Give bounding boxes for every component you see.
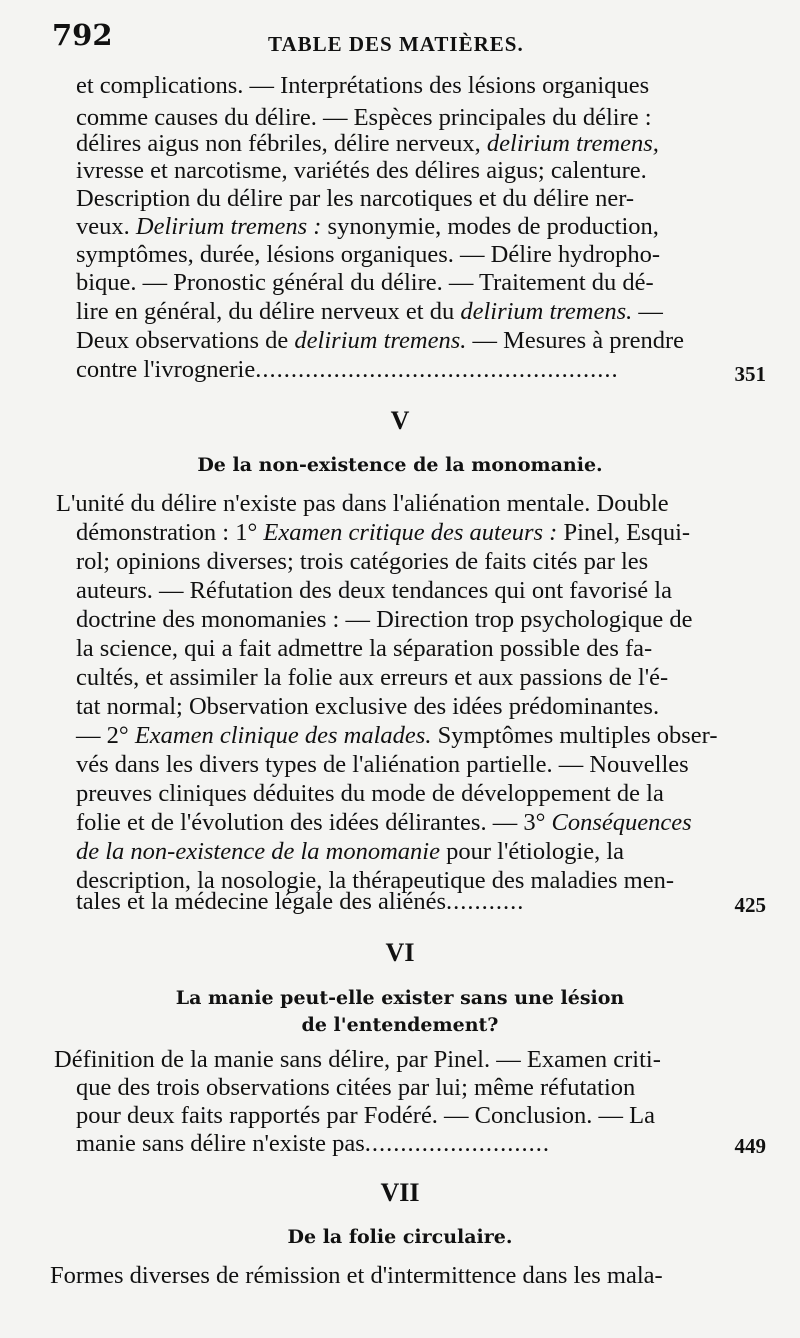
text-segment: folie et de l'évolution des idées délirantes. — 3°: [76, 809, 552, 836]
entry-text: tales et la médecine légale des aliénés: [76, 888, 447, 915]
text-line: [76, 809, 692, 837]
entry-text: manie sans délire n'existe pas: [76, 1130, 365, 1157]
toc-page-number: 449: [734, 1134, 766, 1158]
leader-dots: ...........: [446, 888, 525, 915]
running-title: TABLE DES MATIÈRES.: [268, 32, 524, 56]
text-line: [76, 780, 664, 808]
text-segment: L'unité du délire n'existe pas dans l'aliénation mentale. Double: [56, 490, 669, 517]
text-segment: démonstration : 1°: [76, 519, 264, 546]
text-line: [76, 606, 692, 634]
text-segment: — 2°: [76, 722, 135, 749]
text-segment: cultés, et assimiler la folie aux erreurs et aux passions de l'é-: [76, 664, 669, 691]
text-line: [76, 519, 690, 547]
text-segment: symptômes, durée, lésions organiques. — Délire hydropho-: [76, 241, 661, 268]
toc-entry-last-line: [76, 1130, 550, 1158]
text-line: [76, 1102, 655, 1130]
text-segment: — Mesures à prendre: [466, 327, 685, 354]
text-line: [76, 635, 652, 663]
text-line: [76, 298, 663, 326]
text-line: [76, 104, 652, 132]
text-segment: ivresse et narcotisme, variétés des délires aigus; calenture.: [76, 157, 647, 184]
text-segment: vés dans les divers types de l'aliénation partielle. — Nouvelles: [76, 751, 689, 778]
section-numeral: V: [390, 406, 410, 435]
text-segment: et complications. — Interprétations des lésions organiques: [76, 72, 650, 99]
text-line: [76, 664, 668, 692]
toc-page-number: 425: [734, 893, 766, 917]
text-segment: —: [632, 298, 663, 325]
text-segment: bique. — Pronostic général du délire. — Traitement du dé-: [76, 269, 654, 296]
text-segment: Description du délire par les narcotiques et du délire ner-: [76, 185, 635, 212]
text-segment: Pinel, Esqui-: [557, 519, 691, 546]
text-line: [76, 1074, 635, 1102]
text-line: [76, 72, 649, 100]
italic-text: de la non-existence de la monomanie: [76, 838, 440, 865]
text-line: [76, 327, 684, 355]
italic-text: Examen critique des auteurs :: [263, 519, 558, 546]
text-line: [76, 130, 659, 158]
text-segment: délires aigus non fébriles, délire nerveux,: [76, 130, 487, 157]
text-line: [76, 241, 660, 269]
toc-page-number: 351: [734, 362, 766, 386]
section-title: De la non-existence de la monomanie.: [197, 454, 603, 476]
text-line: [76, 722, 717, 750]
text-line: [76, 838, 624, 866]
toc-entry-last-line: [76, 888, 524, 916]
text-segment: la science, qui a fait admettre la séparation possible des fa-: [76, 635, 653, 662]
text-line: [76, 693, 659, 721]
text-segment: auteurs. — Réfutation des deux tendances qui ont favorisé la: [76, 577, 672, 604]
text-line: [76, 269, 654, 297]
text-line: [76, 577, 672, 605]
text-line: [50, 1262, 663, 1290]
text-line: [76, 751, 689, 779]
text-segment: Deux observations de: [76, 327, 295, 354]
text-line: [76, 548, 648, 576]
text-segment: pour deux faits rapportés par Fodéré. — Conclusion. — La: [76, 1102, 656, 1129]
text-segment: Définition de la manie sans délire, par Pinel. — Examen criti-: [54, 1046, 661, 1073]
text-line: [54, 1046, 661, 1074]
italic-text: delirium tremens.: [460, 298, 633, 325]
italic-text: Conséquences: [551, 809, 692, 836]
leader-dots: ...................................................: [255, 356, 619, 383]
section-title-continued: de l'entendement?: [301, 1014, 499, 1036]
text-segment: comme causes du délire. — Espèces principales du délire :: [76, 104, 652, 131]
entry-text: contre l'ivrognerie: [76, 356, 256, 383]
text-line: [76, 157, 647, 185]
text-segment: tat normal; Observation exclusive des idées prédominantes.: [76, 693, 660, 720]
italic-text: delirium tremens,: [486, 130, 659, 157]
text-segment: Formes diverses de rémission et d'intermittence dans les mala-: [50, 1262, 663, 1289]
page-header: [52, 18, 760, 58]
text-line: [76, 185, 634, 213]
text-segment: pour l'étiologie, la: [439, 838, 625, 865]
section-numeral: VI: [385, 938, 415, 967]
leader-dots: ..........................: [364, 1130, 551, 1157]
text-segment: synonymie, modes de production,: [321, 213, 659, 240]
text-segment: lire en général, du délire nerveux et du: [76, 298, 461, 325]
text-line: [56, 490, 669, 518]
text-segment: preuves cliniques déduites du mode de développement de la: [76, 780, 664, 807]
italic-text: Examen clinique des malades.: [134, 722, 432, 749]
toc-entry-last-line: [76, 356, 619, 384]
text-segment: description, la nosologie, la thérapeutique des maladies men-: [76, 867, 675, 894]
page-number: 792: [52, 18, 113, 52]
text-segment: Symptômes multiples obser-: [431, 722, 718, 749]
italic-text: delirium tremens.: [294, 327, 467, 354]
section-title: La manie peut-elle exister sans une lésion: [175, 987, 625, 1009]
italic-text: Delirium tremens :: [135, 213, 322, 240]
section-title: De la folie circulaire.: [287, 1226, 513, 1248]
text-segment: rol; opinions diverses; trois catégories de faits cités par les: [76, 548, 649, 575]
text-line: [76, 213, 659, 241]
text-segment: que des trois observations citées par lui; même réfutation: [76, 1074, 636, 1101]
text-segment: doctrine des monomanies : — Direction trop psychologique de: [76, 606, 693, 633]
text-segment: veux.: [76, 213, 136, 240]
section-numeral: VII: [380, 1178, 420, 1207]
